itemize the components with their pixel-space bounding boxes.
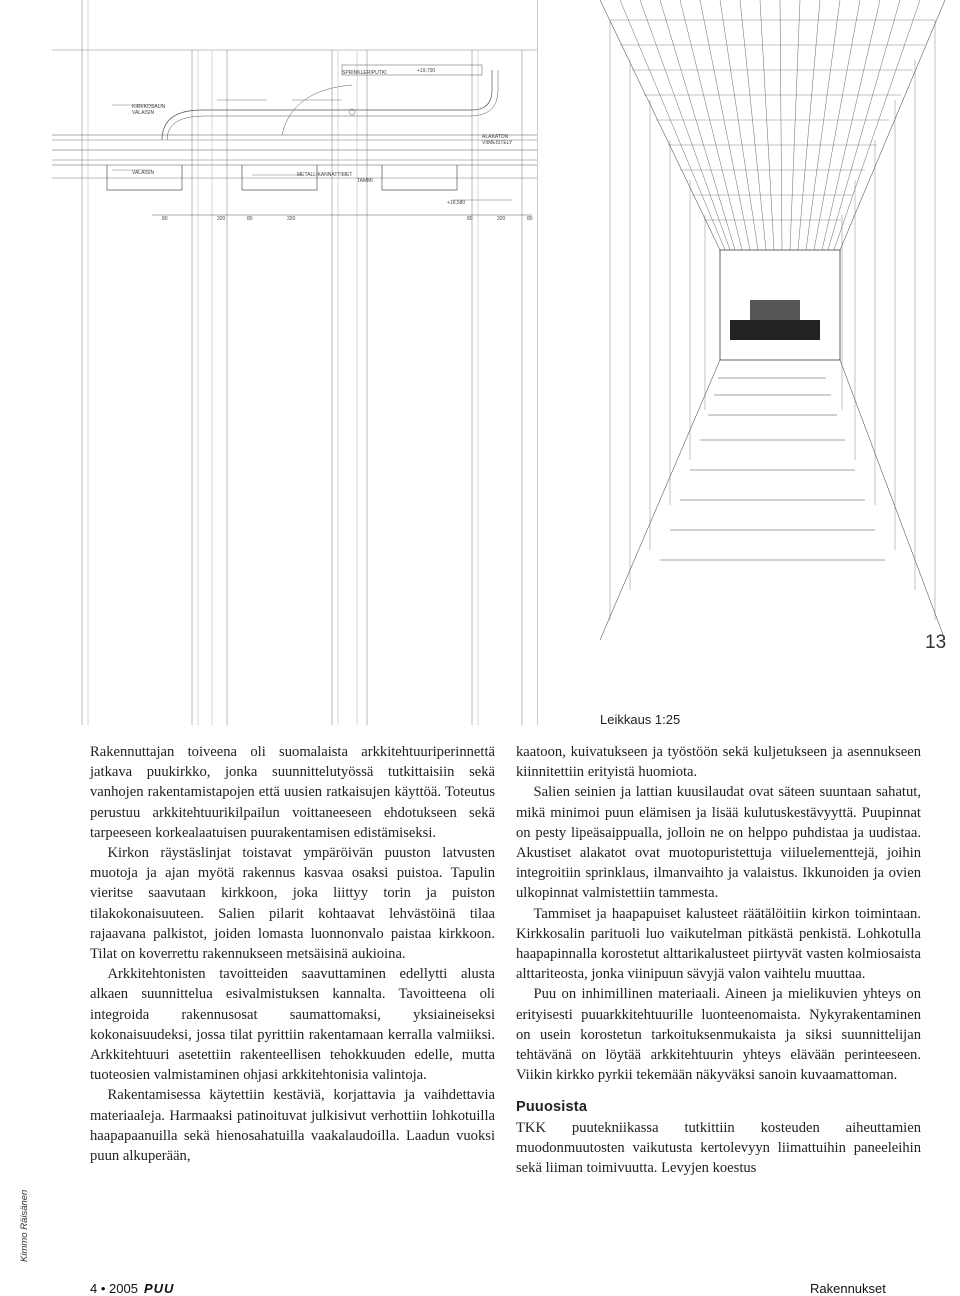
- dimension-label: 320: [287, 216, 296, 222]
- paragraph: Puu on inhimillinen materiaali. Aineen ja mielikuvien yhteys on erityisesti puuarkkitehtuurille luonteenomaista. Nykyrakentaminen on usein korostetun tarkoituksenmukaista ja siksi suunnittelijan tehtävänä on löytää arkkitehtuurin yhteys elävään perinteeseen. Viikin kirkko pyrkii tekemään näkyväksi sanoin kuvaamattoman.: [516, 986, 921, 1084]
- drawing-caption: Leikkaus 1:25: [600, 712, 681, 727]
- paragraph: Salien seinien ja lattian kuusilaudat ovat säteen suuntaan sahatut, mikä minimoi puun elämisen ja lisää kulutuskestävyyttä. Puupinnat on pesty lipeäsaippualla, jolloin ne on helppo puhdistaa ja uudistaa. Akustiset alakatot ovat muotopuristettuja viiluelementtejä, joihin integroitiin sprinklaus, ilmanvaihto ja valaistus. Ikkunoiden ja ovien ulkopinnat valmistettiin tammesta.: [516, 784, 921, 902]
- magazine-name: PUU: [143, 1281, 175, 1296]
- photo-credit: Kimmo Räisänen: [19, 1189, 30, 1262]
- section-drawing: [52, 0, 538, 725]
- drawing-note: KIRKKOSALIN VALAISIN: [132, 104, 166, 116]
- drawing-note: SPRINKLERIPUTKI: [342, 70, 387, 76]
- level-label: +19,700: [417, 68, 436, 74]
- page-number: 13: [925, 632, 947, 653]
- paragraph: Rakentamisessa käytettiin kestäviä, korjattavia ja vaihdettavia materiaaleja. Harmaaksi patinoituvat julkisivut verhottiin lohkotuilla haapapaanuilla sekä hienosahatuilla vaakalaudoilla. Laadun vuoksi puun alkuperään,: [90, 1087, 495, 1165]
- section-heading: Puuosista: [516, 1099, 588, 1116]
- footer-section: Rakennukset: [810, 1281, 886, 1296]
- level-label: +18,580: [447, 200, 466, 206]
- paragraph: Tammiset ja haapapuiset kalusteet räätälöitiin kirkon toimintaan. Kirkkosalin parituoli luo vaikutelman pitkästä penkistä. Lohkotulla haapapinnalla korostetut alttarikalusteet piirtyvät vasten kolmiosaista alttariteosta, jonka viinipuun sävyjä valon vaihtelu muuttaa.: [516, 905, 921, 983]
- drawing-note: TAMMI: [357, 178, 373, 184]
- drawing-note: VALAISIN: [132, 170, 155, 176]
- paragraph: Rakennuttajan toiveena oli suomalaista arkkitehtuuriperinnettä jatkava puukirkko, jonka suunnittelutyössä tutkittaisiin sekä vanhojen rakentamistapojen että uusien ratkaisujen käyttöä. Toteutus perustuu arkkitehtuurikilpailun voittaneeseen ehdotukseen sekä tarpeeseen korkealaatuisen puurakentamisen edistämiseksi.: [90, 744, 495, 841]
- paragraph: kaatoon, kuivatukseen ja työstöön sekä kuljetukseen ja asennukseen kiinnitettiin erityistä huomiota.: [516, 744, 921, 781]
- dimension-label: 80: [467, 216, 473, 222]
- drawing-note: METALLIKANNATTIMET: [297, 172, 353, 178]
- article-column-right: [516, 742, 921, 1178]
- issue-number: 4 • 2005: [90, 1281, 138, 1296]
- paragraph: TKK puutekniikassa tutkittiin kosteuden aiheuttamien muodonmuutosten vaikutusta kertolevyyn liimattuihin paneeleihin sekä liiman toimivuutta. Levyjen koestus: [516, 1119, 921, 1177]
- dimension-label: 320: [497, 216, 506, 222]
- article-column-left: [90, 742, 495, 1166]
- footer-issue: [90, 1281, 174, 1296]
- dimension-label: 320: [217, 216, 226, 222]
- drawing-note: ALAKATON VIIMEISTELY: [482, 134, 513, 146]
- paragraph: Arkkitehtonisten tavoitteiden saavuttaminen edellytti alusta alkaen suunnittelua esivalmistuksen kannalta. Tavoitteena oli integroida rakennusosat saumattomaksi, yksiaineiseksi kokonaisuudeksi, jossa tilat pyrittiin rakentamaan kerralla valmiiksi. Arkkitehtuuri asetettiin rakenteellisen tehokkuuden edelle, mutta tuoteosien valmistaminen ohjasi arkkitehtonisia valintoja.: [90, 966, 495, 1084]
- dimension-label: 80: [527, 216, 533, 222]
- perspective-drawing: [600, 0, 945, 640]
- dimension-label: 80: [247, 216, 253, 222]
- paragraph: Kirkon räystäslinjat toistavat ympäröivän puuston latvusten muotoja ja ajan myötä rakennus kasvaa osaksi puistoa. Tapulin vieritse saavutaan kirkkoon, joka liittyy torin ja puiston tilakokonaisuuteen. Salien pilarit kohtaavat lehvästöinä tilaa rajaavana palkistot, joiden lomasta luonnonvalo paistaa kirkkoon. Tilat on koverrettu rakennukseen metsäisinä aukioina.: [90, 845, 495, 963]
- dimension-label: 80: [162, 216, 168, 222]
